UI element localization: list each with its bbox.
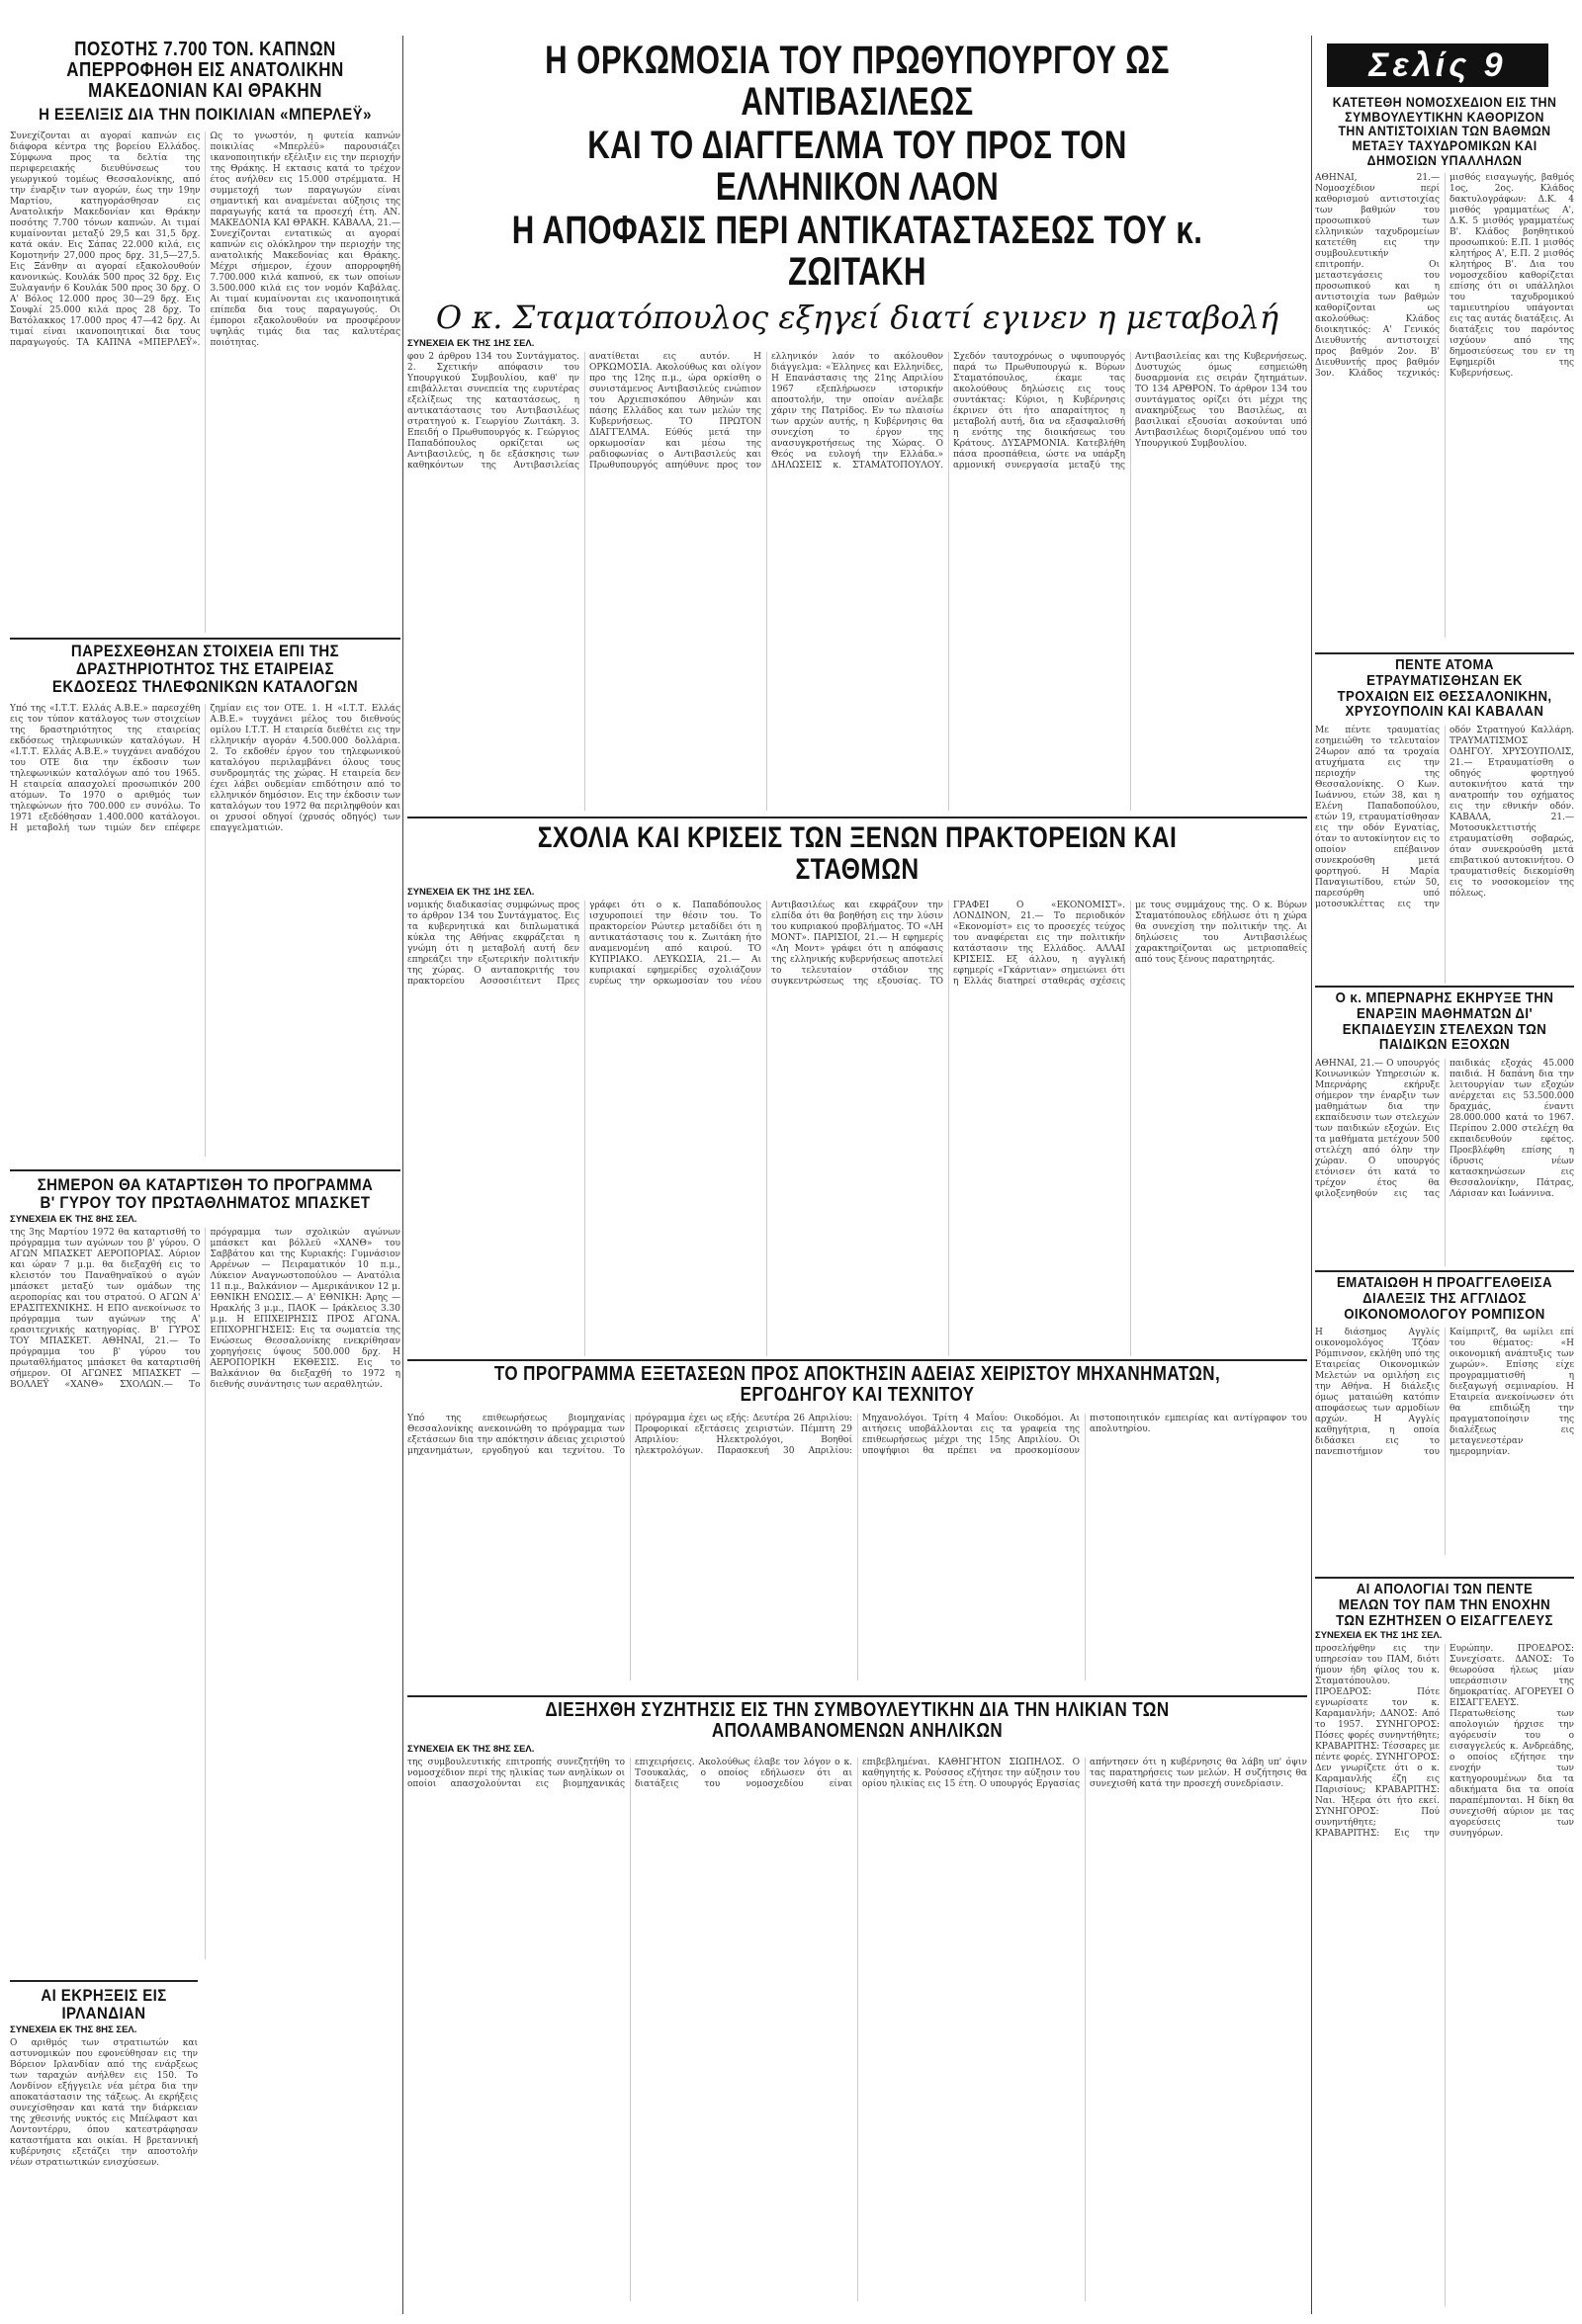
article-phonebook [10, 643, 400, 1157]
section-divider [407, 1359, 1307, 1361]
section-divider [1315, 1577, 1574, 1579]
section-divider [407, 817, 1307, 818]
section-divider [1315, 1270, 1574, 1272]
article-commissions [1315, 95, 1574, 648]
pam-continuation: ΣΥΝΕΧΕΙΑ ΕΚ ΤΗΣ 1ΗΣ ΣΕΛ. [1315, 1630, 1443, 1642]
section-divider [10, 1980, 198, 1982]
exams-headline: ΤΟ ΠΡΟΓΡΑΜΜΑ ΕΞΕΤΑΣΕΩΝ ΠΡΟΣ ΑΠΟΚΤΗΣΙΝ ΑΔΕΙΑΣ ΧΕΙΡΙΣΤΟΥ ΜΗΧΑΝΗΜΑΤΩΝ, ΕΡΓΟΔΗΓΟΥ ΚΑΙ ΤΕΧΝΙΤΟΥ [493, 1364, 1221, 1406]
oath-headline-1: Η ΟΡΚΩΜΟΣΙΑ ΤΟΥ ΠΡΩΘΥΠΟΥΡΓΟΥ ΩΣ ΑΝΤΙΒΑΣΙΛΕΩΣ [545, 40, 1170, 124]
tobacco-headline: ΠΟΣΟΤΗΣ 7.700 ΤΟΝ. ΚΑΠΝΩΝ ΑΠΕΡΡΟΦΗΘΗ ΕΙΣ ΑΝΑΤΟΛΙΚΗΝ ΜΑΚΕΔΟΝΙΑΝ ΚΑΙ ΘΡΑΚΗΝ [66, 40, 344, 102]
ireland-headline: ΑΙ ΕΚΡΗΞΕΙΣ ΕΙΣ ΙΡΛΑΝΔΙΑΝ [41, 1987, 167, 2023]
oath-headline-3: Η ΑΠΟΦΑΣΙΣ ΠΕΡΙ ΑΝΤΙΚΑΤΑΣΤΑΣΕΩΣ ΤΟΥ κ. ΖΩΙΤΑΚΗ [511, 209, 1203, 294]
article-oath [407, 40, 1307, 811]
foreign-press-continuation: ΣΥΝΕΧΕΙΑ ΕΚ ΤΗΣ 1ΗΣ ΣΕΛ. [407, 887, 535, 898]
robison-body: Η διάσημος Αγγλίς οικονομολόγος Τζόαν Ρόμπινσον, εκλήθη υπό της Εταιρείας Οικονομικών Μελετών να ομιλήση εις την Αθήνα. Η διάλεξις όμως ματαιώθη κατόπιν αποφάσεως των αρμοδίων αρχών. Η Αγγλίς καθηγήτρια, η οποία διδάσκει εις το πανεπιστήμιον του Καίμπριτζ, θα ωμίλει επί του θέματος: «Η οικονομική ανάπτυξις των χωρών». Επίσης είχε προγραμματισθή η διεξαγωγή σεμιναρίου. Η Εταιρεία ανεκοίνωσεν ότι θα επιδιώξη την πραγματοποίησιν της διαλέξεως εις μεταγενεστέραν ημερομηνίαν. [1315, 1328, 1574, 1458]
camps-body: ΑΘΗΝΑΙ, 21.— Ο υπουργός Κοινωνικών Υπηρεσιών κ. Μπερνάρης εκήρυξε σήμερον την έναρξιν των μαθημάτων δια την εκπαίδευσιν των στελεχών των παιδικών εξοχών. Εις τα μαθήματα μετέχουν 500 στελέχη από όλην την χώραν. Ο υπουργός ετόνισεν ότι κατά το τρέχον έτος θα φιλοξενηθούν εις τας παιδικάς εξοχάς 45.000 παιδιά. Η δαπάνη δια την λειτουργίαν των εξοχών ανέρχεται εις 53.500.000 δραχμάς, έναντι 28.000.000 κατά το 1967. Περίπου 2.000 στελέχη θα εκπαιδευθούν εφέτος. Προεβλέφθη επίσης η ίδρυσις νέων κατασκηνώσεων εις Θεσσαλονίκην, Πάτρας, Λάρισαν και Ιωάννινα. [1315, 1059, 1574, 1199]
article-ireland [10, 1987, 198, 2313]
article-accidents [1315, 657, 1574, 984]
juveniles-body: της συμβουλευτικής επιτροπής συνεζητήθη το νομοσχέδιον περί της ηλικίας των ανηλίκων οι οποίοι απασχολούνται εις βιομηχανικάς επιχειρήσεις. Ακολούθως έλαβε τον λόγον ο κ. Τσουκαλάς, ο οποίος εδήλωσεν ότι αι διατάξεις του νομοσχεδίου είναι επιβεβλημέναι. ΚΑΘΗΓΗΤΟΝ ΣΙΩΠΗΛΟΣ. Ο καθηγητής κ. Ρούσσος εζήτησε την αύξησιν του ορίου ηλικίας εις 15 έτη. Ο υπουργός Εργασίας απήντησεν ότι η κυβέρνησις θα λάβη υπ' όψιν τας παρατηρήσεις των μελών. Η συζήτησις θα συνεχισθή κατά την προσεχή συνεδρίασιν. [407, 1758, 1307, 1789]
section-divider [407, 1695, 1307, 1697]
ireland-body: Ο αριθμός των στρατιωτών και αστυνομικών που εφονεύθησαν εις την Βόρειον Ιρλανδίαν από της ενάρξεως των ταραχών ανήλθεν εις 150. Το Λονδίνον εξήγγειλε νέα μέτρα δια την αποκατάστασιν της τάξεως. Αι εκρήξεις συνεχίσθησαν και κατά την διάρκειαν της χθεσινής νυκτός εις Μπέλφαστ και Λοντοντέρρυ, όπου κατεστράφησαν καταστήματα και οικίαι. Η βρεταννική κυβέρνησις εξετάζει την αποστολήν νέων στρατιωτικών ενισχύσεων. [10, 2037, 198, 2168]
article-exams [407, 1364, 1307, 1690]
tobacco-subheadline: Η ΕΞΕΛΙΞΙΣ ΔΙΑ ΤΗΝ ΠΟΙΚΙΛΙΑΝ «ΜΠΕΡΛΕΫ» [39, 105, 372, 124]
pam-body: προσελήφθην εις την υπηρεσίαν του ΠΑΜ, διότι ήμουν ήδη φίλος του κ. Σταματόπουλου. ΠΡΟΕΔΡΟΣ: Πότε εγνωρίσατε τον κ. Καραμανλήν; ΔΑΝΟΣ: Από το 1957. ΣΥΝΗΓΟΡΟΣ: Πόσες φορές συνηντήθητε; ΚΡΑΒΑΡΙΤΗΣ: Τέσσαρες με πέντε φορές. ΣΥΝΗΓΟΡΟΣ: Δεν γνωρίζετε ότι ο κ. Καραμανλής έζη εις Παρισίους; ΚΡΑΒΑΡΙΤΗΣ: Ναι. Ήξερα ότι ήτο εκεί. ΣΥΝΗΓΟΡΟΣ: Πού συνηντήθητε; ΚΡΑΒΑΡΙΤΗΣ: Εις την Ευρώπην. ΠΡΟΕΔΡΟΣ: Συνεχίσατε. ΔΑΝΟΣ: Το θεωρούσα ήλεως μίαν υπεράσπισιν της δημοκρατίας. ΑΓΟΡΕΥΕΙ Ο ΕΙΣΑΓΓΕΛΕΥΣ. Περατωθείσης των απολογιών ήρχισε την αγόρευσίν του ο εισαγγελεύς κ. Ανδρεάδης, ο οποίος εζήτησε την ενοχήν των κατηγορουμένων δια τα αδικήματα δια τα οποία παραπέμπονται. Η δίκη θα συνεχισθή αύριον με τας αγορεύσεις των συνηγόρων. [1315, 1644, 1574, 1840]
basketball-body: της 3ης Μαρτίου 1972 θα καταρτισθή το πρόγραμμα των αγώνων του β' γύρου. Ο ΑΓΩΝ ΜΠΑΣΚΕΤ ΑΕΡΟΠΟΡΙΑΣ. Αύριον και ώραν 7 μ.μ. θα διεξαχθή εις το κλειστόν του Παναθηναϊκού ο αγών μπάσκετ μεταξύ των ομάδων της αεροπορίας και του στρατού. Ο ΑΓΩΝ Α' ΕΡΑΣΙΤΕΧΝΙΚΗΣ. Η ΕΠΟ ανεκοίνωσε το πρόγραμμα των αγώνων της Α' ερασιτεχνικής κατηγορίας. Β' ΓΥΡΟΣ ΤΟΥ ΜΠΑΣΚΕΤ. ΑΘΗΝΑΙ, 21.— Το πρόγραμμα του β' γύρου του πρωταθλήματος μπάσκετ θα καταρτισθή σήμερον. ΟΙ ΑΓΩΝΕΣ ΜΠΑΣΚΕΤ — ΒΟΛΛΕΫ «ΧΑΝΘ» ΣΧΟΛΩΝ.— Το πρόγραμμα των σχολικών αγώνων μπάσκετ και βόλλεϋ «ΧΑΝΘ» του Σαββάτου και της Κυριακής: Γυμνάσιον Αρρένων — Πειραματικόν 10 π.μ., Λύκειον Αναγνωστοπούλου — Ανατόλια 11 π.μ., Βαλκάνιον — Αμερικάνικον 12 μ. ΕΘΝΙΚΗ ΕΝΩΣΙΣ.— Α' ΕΘΝΙΚΗ: Άρης — Ηρακλής 3 μ.μ., ΠΑΟΚ — Ιράκλειος 3.30 μ.μ. Η ΕΠΙΧΕΙΡΗΣΙΣ ΠΡΟΣ ΑΓΩΝΑ. ΕΠΙΧΟΡΗΓΗΣΕΙΣ: Εις τα σωματεία της Ενώσεως Θεσσαλονίκης ενεκρίθησαν χορηγήσεις ύψους 500.000 δρχ. Η ΑΕΡΟΠΟΡΙΚΗ ΕΚΘΕΣΙΣ. Εις το Βαλκάνιον θα διεξαχθή το 1972 η διεθνής συνάντησις των αεραθλητών. [10, 1227, 400, 1390]
section-divider [1315, 986, 1574, 988]
foreign-press-body: νομικής διαδικασίας συμφώνως προς το άρθρον 134 του Συντάγματος. Εις τα κυβερνητικά και διπλωματικά κύκλα της Αθήνας εκφράζεται η γνώμη ότι η μεταβολή αυτή δεν επηρεάζει την εξωτερικήν πολιτικήν της χώρας. Ο ανταποκριτής του πρακτορείου Ασσοσιέιτεντ Πρες γράφει ότι ο κ. Παπαδόπουλος ισχυροποιεί την θέσιν του. Το πρακτορείον Ρώυτερ μεταδίδει ότι η αντικατάστασις του κ. Ζωιτάκη ήτο αναμενομένη από καιρού. ΤΟ ΚΥΠΡΙΑΚΟ. ΛΕΥΚΩΣΙΑ, 21.— Αι κυπριακαί εφημερίδες σχολιάζουν ευρέως την ορκωμοσίαν του νέου Αντιβασιλέως και εκφράζουν την ελπίδα ότι θα βοηθήση εις την λύσιν του κυπριακού προβλήματος. ΤΟ «ΛΗ ΜΟΝΤ». ΠΑΡΙΣΙΟΙ, 21.— Η εφημερίς «Λη Μοντ» γράφει ότι η απόφασις της ελληνικής κυβερνήσεως αποτελεί το τελευταίον στάδιον της συγκεντρώσεως της εξουσίας. ΤΟ ΓΡΑΦΕΙ Ο «ΕΚΟΝΟΜΙΣΤ». ΛΟΝΔΙΝΟΝ, 21.— Το περιοδικόν «Εκονομίστ» εις το προσεχές τεύχος του αναφέρεται εις την πολιτικήν κατάστασιν της Ελλάδος. ΑΛΛΑΙ ΚΡΙΣΕΙΣ. Εξ άλλου, η αγγλική εφημερίς «Γκάρντιαν» σημειώνει ότι η Ελλάς διατηρεί σταθεράς σχέσεις με τους συμμάχους της. Ο κ. Βύρων Σταματόπουλος εδήλωσε ότι η χώρα θα συνεχίση την πολιτικήν της. Αι δηλώσεις του Αντιβασιλέως χαρακτηρίζονται ως μετριοπαθείς από τους ξένους παρατηρητάς. [407, 901, 1307, 987]
basketball-headline: ΣΗΜΕΡΟΝ ΘΑ ΚΑΤΑΡΤΙΣΘΗ ΤΟ ΠΡΟΓΡΑΜΜΑ Β' ΓΥΡΟΥ ΤΟΥ ΠΡΩΤΑΘΛΗΜΑΤΟΣ ΜΠΑΣΚΕΤ [37, 1176, 374, 1212]
oath-subheadline: Ο κ. Σταματόπουλος εξηγεί διατί εγινεν η μεταβολή [435, 299, 1279, 336]
section-divider [10, 638, 400, 640]
ireland-continuation: ΣΥΝΕΧΕΙΑ ΕΚ ΤΗΣ 8ΗΣ ΣΕΛ. [10, 2023, 137, 2035]
column-divider [402, 36, 403, 2314]
article-robison [1315, 1275, 1574, 1572]
article-basketball [10, 1176, 400, 1967]
page-number-badge: Σελίς 9 [1327, 43, 1548, 87]
exams-body: Υπό της επιθεωρήσεως βιομηχανίας Θεσσαλονίκης ανεκοινώθη το πρόγραμμα των εξετάσεων δια την απόκτησιν άδειας χειριστού μηχανημάτων, εργοδηγού και τεχνίτου. Το πρόγραμμα έχει ως εξής: Δευτέρα 26 Απριλίου: Προφορικαί εξετάσεις χειριστών. Πέμπτη 29 Απριλίου: Ηλεκτρολόγοι, Βοηθοί ηλεκτρολόγων. Παρασκευή 30 Απριλίου: Μηχανολόγοι. Τρίτη 4 Μαΐου: Οικοδόμοι. Αι αιτήσεις υποβάλλονται εις τα γραφεία της επιθεωρήσεως μέχρι της 15ης Απριλίου. Οι υποψήφιοι θα πρέπει να προσκομίσουν πιστοποιητικόν εμπειρίας και αντίγραφον του απολυτηρίου. [407, 1414, 1307, 1456]
commissions-body: ΑΘΗΝΑΙ, 21.— Νομοσχέδιον περί καθορισμού αντιστοιχίας των βαθμών του προσωπικού των ελληνικών ταχυδρομείων κατετέθη εις την συμβουλευτικήν επιτροπήν. Οι μεταστεγάσεις του προσωπικού και η αντιστοιχία των βαθμών καθορίζονται ως ακολούθως: Κλάδος διοικητικός: Α' Γενικός Διευθυντής αντιστοιχεί προς βαθμόν 2ον. Β' Διευθυντής προς βαθμόν 3ον. Κλάδος τεχνικός: μισθός εισαγωγής, βαθμός 1ος, 2ος. Κλάδος δακτυλογράφων: Δ.Κ. 4 μισθός γραμματέως Α', Δ.Κ. 5 μισθός γραμματέως Β'. Κλάδος βοηθητικού προσωπικού: Ε.Π. 1 μισθός κλητήρος Α', Ε.Π. 2 μισθός κλητήρος Β'. Δια του νομοσχεδίου καθορίζεται επίσης ότι οι υπάλληλοι του ταχυδρομικού ταμιευτηρίου υπάγονται εις τας αυτάς διατάξεις. Αι διατάξεις του παρόντος ισχύουν από της δημοσιεύσεως του εν τη Εφημερίδι της Κυβερνήσεως. [1315, 173, 1574, 380]
commissions-headline: ΚΑΤΕΤΕΘΗ ΝΟΜΟΣΧΕΔΙΟΝ ΕΙΣ ΤΗΝ ΣΥΜΒΟΥΛΕΥΤΙΚΗΝ ΚΑΘΟΡΙΖΟΝ ΤΗΝ ΑΝΤΙΣΤΟΙΧΙΑΝ ΤΩΝ ΒΑΘΜΩΝ ΜΕΤΑΞΥ ΤΑΧΥΔΡΟΜΙΚΩΝ ΚΑΙ ΔΗΜΟΣΙΩΝ ΥΠΑΛΛΗΛΩΝ [1332, 95, 1557, 168]
oath-continuation: ΣΥΝΕΧΕΙΑ ΕΚ ΤΗΣ 1ΗΣ ΣΕΛ. [407, 338, 535, 349]
basketball-continuation: ΣΥΝΕΧΕΙΑ ΕΚ ΤΗΣ 8ΗΣ ΣΕΛ. [10, 1213, 137, 1225]
article-tobacco [10, 40, 400, 633]
juveniles-headline: ΔΙΕΞΗΧΘΗ ΣΥΖΗΤΗΣΙΣ ΕΙΣ ΤΗΝ ΣΥΜΒΟΥΛΕΥΤΙΚΗΝ ΔΙΑ ΤΗΝ ΗΛΙΚΙΑΝ ΤΩΝ ΑΠΟΛΑΜΒΑΝΟΜΕΝΩΝ ΑΝΗΛΙΚΩΝ [545, 1700, 1170, 1742]
section-divider [10, 1169, 400, 1171]
article-juveniles [407, 1700, 1307, 2313]
juveniles-continuation: ΣΥΝΕΧΕΙΑ ΕΚ ΤΗΣ 8ΗΣ ΣΕΛ. [407, 1744, 535, 1755]
tobacco-body: Συνεχίζονται αι αγοραί καπνών εις διάφορα κέντρα της βορείου Ελλάδος. Σύμφωνα προς τα δελτία της περιφερειακής διευθύνσεως του γεωργικού τομέως Θεσσαλονίκης, από την έναρξιν των αγορών, έως την 19ην Μαρτίου, κατηγοράσθησαν εις Ανατολικήν Μακεδονίαν και Θράκην ποσότης 7.700 τόνων καπνών. Αι τιμαί κυμαίνονται μεταξύ 29,5 και 31,5 δρχ. κατά οκάν. Εις Σάπας 22.000 κιλά, εις Κομοτηνήν 27,000 προς δρχ. 31,5—27,5. Εις Ξάνθην αι αγοραί εξακολουθούν κανονικώς. Κουλάκ 500 προς 32 δρχ. Εις Ξυλαγανήν 6 Κουλάκ 500 προς 30 δρχ. Ο Α' Βόλος 12.000 προς 30—29 δρχ. Εις Σουφλί 25.000 κιλά προς 28 δρχ. Το Βατόλακκος 17.000 προς 47—42 δρχ. Αι τιμαί είναι ικανοποιητικαί δια τους παραγωγούς. ΤΑ ΚΑΠΝΑ «ΜΠΕΡΛΕΫ». Ως το γνωστόν, η φυτεία καπνών ποικιλίας «Μπερλέϋ» παρουσιάζει ικανοποιητικήν εξέλιξιν εις την περιοχήν της Θράκης. Η εκτασις κατά το τρέχον έτος ανήλθεν εις 15.000 στρέμματα. Η συμμετοχή των παραγωγών είναι σημαντική και αναμένεται αύξησις της παραγωγής κατά τα προσεχή έτη. ΑΝ. ΜΑΚΕΔΟΝΙΑ ΚΑΙ ΘΡΑΚΗ. ΚΑΒΑΛΑ, 21.— Συνεχίζονται εντατικώς αι αγοραί καπνών εις ολόκληρον την περιοχήν της ανατολικής Μακεδονίας και Θράκης. Μέχρι σήμερον, έχουν απορροφηθή 7.700.000 κιλά καπνού, εκ των οποίων 3.500.000 κιλά εις τον νομόν Καβάλας. Αι τιμαί κυμαίνονται εις ικανοποιητικά επίπεδα δια τους παραγωγούς. Οι έμποροι εξακολουθούν να προσφέρουν υψηλάς τιμάς δια τας καλυτέρας ποιότητας. [10, 130, 400, 348]
robison-headline: ΕΜΑΤΑΙΩΘΗ Η ΠΡΟΑΓΓΕΛΘΕΙΣΑ ΔΙΑΛΕΞΙΣ ΤΗΣ ΑΓΓΛΙΔΟΣ ΟΙΚΟΝΟΜΟΛΟΓΟΥ ΡΟΜΠΙΣΟΝ [1337, 1275, 1552, 1323]
article-camps [1315, 990, 1574, 1267]
article-foreign-press [407, 822, 1307, 1356]
foreign-press-headline: ΣΧΟΛΙΑ ΚΑΙ ΚΡΙΣΕΙΣ ΤΩΝ ΞΕΝΩΝ ΠΡΑΚΤΟΡΕΙΩΝ ΚΑΙ ΣΤΑΘΜΩΝ [537, 822, 1178, 886]
oath-headline-2: ΚΑΙ ΤΟ ΔΙΑΓΓΕΛΜΑ ΤΟΥ ΠΡΟΣ ΤΟΝ ΕΛΛΗΝΙΚΟΝ ΛΑΟΝ [587, 124, 1127, 209]
oath-body: φου 2 άρθρου 134 του Συντάγματος. 2. Σχετικήν απόφασιν του Υπουργικού Συμβουλίου, καθ' ην επιβάλλεται συνεπεία της ευρυτέρας εξελίξεως της καταστάσεως, η αντικατάστασις του Αντιβασιλέως στρατηγού κ. Γεωργίου Ζωιτάκη. 3. Επειδή ο Πρωθυπουργός κ. Γεώργιος Παπαδόπουλος ορκίζεται ως Αντιβασιλεύς, η δε εξάσκησις των καθηκόντων της Αντιβασιλείας ανατίθεται εις αυτόν. Η ΟΡΚΩΜΟΣΙΑ. Ακολούθως και ολίγον προ της 12ης π.μ., ώρα ορκίσθη ο συνιστάμενος Αντιβασιλεύς ενώπιον του Αρχιεπισκόπου Αθηνών και πάσης Ελλάδος και των μελών της Κυβερνήσεως. ΤΟ ΠΡΩΤΟΝ ΔΙΑΓΓΕΛΜΑ. Εύθύς μετά την ορκωμοσίαν και μέσω της ραδιοφωνίας ο Αντιβασιλεύς και Πρωθυπουργός απηύθυνε προς τον ελληνικόν λαόν το ακόλουθον διάγγελμα: «Έλληνες και Ελληνίδες, Η Επανάστασις της 21ης Απριλίου 1967 εξεπλήρωσεν ιστορικήν αποστολήν, την οποίαν ανέλαβε χάριν της Πατρίδος. Εν τω πλαισίω των αρχών αυτής, η Κυβέρνησις θα συνεχίση το έργον της ανασυγκροτήσεως της Χώρας. Ο Θεός να ευλογή την Ελλάδα.» ΔΗΛΩΣΕΙΣ κ. ΣΤΑΜΑΤΟΠΟΥΛΟΥ. Σχεδόν ταυτοχρόνως ο υφυπουργός παρά τω Πρωθυπουργώ κ. Βύρων Σταματόπουλος, έκαμε τας ακολούθους δηλώσεις εις τους συντάκτας: Κύριοι, η Κυβέρνησις έκρινεν ότι ήτο απαραίτητος η μεταβολή αυτή, δια να εξασφαλισθή η ενότης της διοικήσεως του Κράτους. ΔΥΣΑΡΜΟΝΙΑ. Κατεβλήθη πάσα προσπάθεια, ώστε να υπάρξη αρμονική συνεργασία μεταξύ της Αντιβασιλείας και της Κυβερνήσεως. Δυστυχώς όμως εσημειώθη δυσαρμονία εις σειράν ζητημάτων. ΤΟ 134 ΑΡΘΡΟΝ. Το άρθρον 134 του συντάγματος ορίζει ότι μέχρι της ανακηρύξεως του Βασιλέως, αι βασιλικαί εξουσίαι ασκούνται υπό Αντιβασιλέως διοριζομένου υπό του Υπουργικού Συμβουλίου. [407, 352, 1307, 471]
phonebook-headline: ΠΑΡΕΣΧΕΘΗΣΑΝ ΣΤΟΙΧΕΙΑ ΕΠΙ ΤΗΣ ΔΡΑΣΤΗΡΙΟΤΗΤΟΣ ΤΗΣ ΕΤΑΙΡΕΙΑΣ ΕΚΔΟΣΕΩΣ ΤΗΛΕΦΩΝΙΚΩΝ ΚΑΤΑΛΟΓΩΝ [51, 643, 359, 696]
section-divider [1315, 652, 1574, 654]
camps-headline: Ο κ. ΜΠΕΡΝΑΡΗΣ ΕΚΗΡΥΞΕ ΤΗΝ ΕΝΑΡΞΙΝ ΜΑΘΗΜΑΤΩΝ ΔΙ' ΕΚΠΑΙΔΕΥΣΙΝ ΣΤΕΛΕΧΩΝ ΤΩΝ ΠΑΙΔΙΚΩΝ ΕΞΟΧΩΝ [1335, 990, 1554, 1054]
column-divider [1311, 36, 1312, 2314]
accidents-body: Με πέντε τραυματίας εσημειώθη το τελευταίον 24ωρον από τα τροχαία ατυχήματα εις την περιοχήν της Θεσσαλονίκης. Ο Κων. Ιωάννου, ετών 38, και η Ελένη Παπαδοπούλου, ετών 19, ετραυματίσθησαν εις την οδόν Εγνατίας, όταν το αυτοκίνητον εις το οποίον επέβαινον συνεκρούσθη μετά φορτηγού. Η Μαρία Παναγιωτίδου, ετών 50, παρεσύρθη υπό μοτοσυκλέττας εις την οδόν Στρατηγού Καλλάρη. ΤΡΑΥΜΑΤΙΣΜΟΣ ΟΔΗΓΟΥ. ΧΡΥΣΟΥΠΟΛΙΣ, 21.— Ετραυματίσθη ο οδηγός φορτηγού αυτοκινήτου κατά την ανατροπήν του οχήματος εις την εθνικήν οδόν. ΚΑΒΑΛΑ, 21.— Μοτοσυκλεττιστής ετραυματίσθη σοβαρώς, όταν συνεκρούσθη μετά επιβατικού αυτοκινήτου. Ο τραυματισθείς διεκομίσθη εις το νοσοκομείον της πόλεως. [1315, 726, 1574, 909]
pam-headline: ΑΙ ΑΠΟΛΟΓΙΑΙ ΤΩΝ ΠΕΝΤΕ ΜΕΛΩΝ ΤΟΥ ΠΑΜ ΤΗΝ ΕΝΟΧΗΝ ΤΩΝ ΕΖΗΤΗΣΕΝ Ο ΕΙΣΑΓΓΕΛΕΥΣ [1336, 1582, 1553, 1629]
phonebook-body: Υπό της «Ι.Τ.Τ. Ελλάς Α.Β.Ε.» παρεσχέθη εις τον τύπον κατάλογος των στοιχείων της δραστηριότητος της εταιρείας εκδόσεως τηλεφωνικών καταλόγων. Η «Ι.Τ.Τ. Ελλάς Α.Β.Ε.» τυγχάνει αναδόχου του ΟΤΕ δια την έκδοσιν των τηλεφωνικών καταλόγων από του 1965. Η εταιρεία απασχολεί προσωπικόν 200 ατόμων. Το 1970 ο αριθμός των τηλεφώνων ήτο 700.000 εν συνόλω. Το 1971 εξεδόθησαν 1.400.000 κατάλογοι. Η μεταβολή των τιμών δεν επέφερε ζημίαν εις τον ΟΤΕ. 1. Η «Ι.Τ.Τ. Ελλάς Α.Β.Ε.» τυγχάνει μέλος του διεθνούς ομίλου Ι.Τ.Τ. Η εταιρεία διεθέτει εις την ελληνικήν αγοράν 4.500.000 δολλάρια. 2. Το εκδοθέν έργον του τηλεφωνικού καταλόγου περιλαμβάνει όλους τους συνδρομητάς της χώρας. Η εταιρεία δεν έχει λάβει ουδεμίαν επιδότησιν από το ελληνικόν δημόσιον. Εις την έκδοσιν των καταλόγων του 1972 θα περιληφθούν και οι χρυσοί οδηγοί (χρυσός οδηγός) των επαγγελματιών. [10, 703, 400, 833]
article-pam [1315, 1582, 1574, 2313]
accidents-headline: ΠΕΝΤΕ ΑΤΟΜΑ ΕΤΡΑΥΜΑΤΙΣΘΗΣΑΝ ΕΚ ΤΡΟΧΑΙΩΝ ΕΙΣ ΘΕΣΣΑΛΟΝΙΚΗΝ, ΧΡΥΣΟΥΠΟΛΙΝ ΚΑΙ ΚΑΒΑΛΑΝ [1337, 657, 1552, 721]
